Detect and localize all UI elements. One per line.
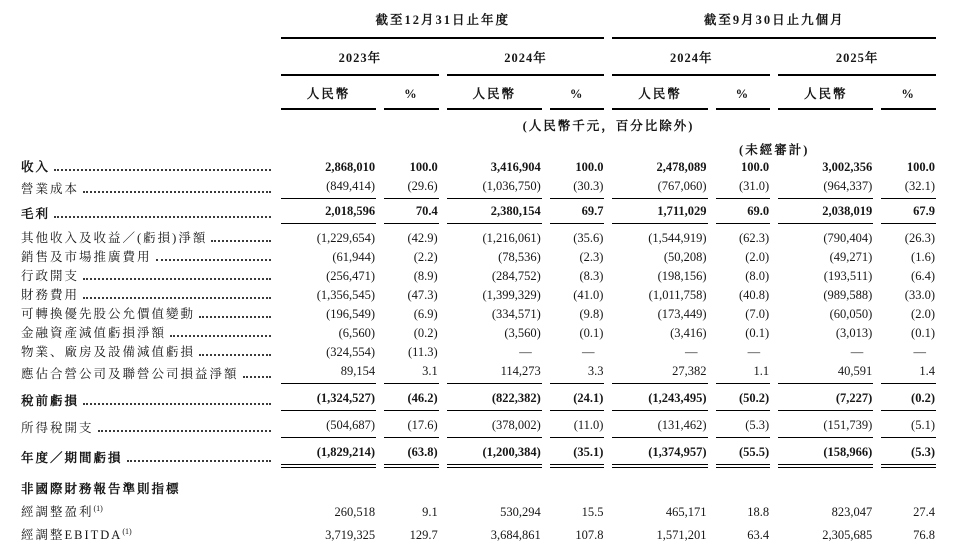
dot-leader xyxy=(170,335,271,337)
value-rmb: (767,060) xyxy=(612,177,707,199)
value-pct: — xyxy=(747,345,761,359)
year-2024-annual: 2024年 xyxy=(447,39,605,76)
financial-summary-table xyxy=(12,6,944,545)
row-label xyxy=(20,267,273,286)
value-rmb: 1,571,201 xyxy=(656,528,707,543)
value-pct: (42.9) xyxy=(407,231,438,245)
value-pct: (24.1) xyxy=(550,384,605,411)
year-header-row xyxy=(20,39,936,76)
value-pct: (32.1) xyxy=(881,177,936,199)
value-rmb: (61,944) xyxy=(332,250,376,264)
value-pct: 18.8 xyxy=(747,505,770,520)
value-pct: 129.7 xyxy=(409,528,438,543)
value-pct: (5.3) xyxy=(716,411,771,438)
value-pct: (6.4) xyxy=(911,269,935,283)
value-pct: (8.9) xyxy=(413,269,438,283)
value-pct: (2.0) xyxy=(745,250,770,264)
value-pct: — xyxy=(913,345,926,359)
header-spacer xyxy=(20,110,273,134)
dot-leader xyxy=(127,460,271,462)
value-pct: 100.0 xyxy=(409,160,438,174)
value-pct: (1.6) xyxy=(911,250,935,264)
value-rmb: 27,382 xyxy=(612,362,707,384)
percent-header: % xyxy=(550,76,605,110)
percent-header: % xyxy=(881,76,936,110)
currency-header: 人民幣 xyxy=(612,76,707,110)
value-pct: 3.3 xyxy=(550,362,605,384)
dot-leader xyxy=(54,216,271,218)
value-pct: (7.0) xyxy=(745,307,770,321)
value-rmb: (173,449) xyxy=(657,307,707,321)
empty-cell xyxy=(778,468,873,499)
row-label-text: 物業、廠房及設備減值虧損 xyxy=(21,345,196,359)
row-label-text: 所得稅開支 xyxy=(21,421,94,435)
row-label xyxy=(20,522,273,545)
value-rmb: (822,382) xyxy=(447,384,542,411)
value-pct: (0.2) xyxy=(881,384,936,411)
value-pct: (40.8) xyxy=(738,288,770,302)
value-rmb: (131,462) xyxy=(612,411,707,438)
unaudited-note: (未經審計) xyxy=(739,143,810,157)
value-pct: 69.7 xyxy=(550,199,605,224)
percent-header: % xyxy=(384,76,439,110)
row-label xyxy=(20,384,273,411)
value-rmb: (1,544,919) xyxy=(648,231,707,245)
row-label xyxy=(20,499,273,522)
header-spacer xyxy=(20,39,273,76)
table-row xyxy=(20,438,936,468)
column-header-row xyxy=(20,76,936,110)
percent-header: % xyxy=(716,76,771,110)
unaudited-note-row xyxy=(20,134,936,158)
value-rmb: (1,374,957) xyxy=(612,438,707,468)
financial-table-body xyxy=(20,158,936,545)
value-rmb: 2,478,089 xyxy=(656,160,707,174)
value-rmb: (1,399,329) xyxy=(482,288,541,302)
value-rmb: (49,271) xyxy=(829,250,873,264)
value-pct: 15.5 xyxy=(581,505,604,520)
value-pct: (9.8) xyxy=(579,307,604,321)
value-rmb: (334,571) xyxy=(491,307,541,321)
row-label-text: 應佔合營公司及聯營公司損益淨額 xyxy=(21,367,239,381)
value-pct: (35.6) xyxy=(573,231,604,245)
value-pct: (63.8) xyxy=(384,438,439,468)
value-rmb: 2,038,019 xyxy=(778,199,873,224)
header-spacer xyxy=(20,6,273,39)
row-label-text: 行政開支 xyxy=(21,269,80,283)
row-label xyxy=(20,224,273,248)
value-rmb: 3,416,904 xyxy=(490,160,541,174)
value-pct: 69.0 xyxy=(716,199,771,224)
value-pct: (5.1) xyxy=(881,411,936,438)
value-rmb: 89,154 xyxy=(281,362,376,384)
value-rmb: (3,416) xyxy=(670,326,707,340)
value-pct: (47.3) xyxy=(407,288,438,302)
table-row xyxy=(20,362,936,384)
empty-cell xyxy=(716,468,771,499)
value-rmb: (1,829,214) xyxy=(281,438,376,468)
value-rmb: 465,171 xyxy=(665,505,707,520)
value-rmb: (324,554) xyxy=(326,345,376,359)
value-pct: 100.0 xyxy=(741,160,770,174)
value-rmb: 2,305,685 xyxy=(822,528,873,543)
value-rmb: (3,013) xyxy=(835,326,873,340)
dot-leader xyxy=(98,430,271,432)
row-label-text: 金融資產減值虧損淨額 xyxy=(21,326,167,340)
table-row xyxy=(20,411,936,438)
value-pct: (35.1) xyxy=(550,438,605,468)
row-label-text: 可轉換優先股公允價值變動 xyxy=(21,307,196,321)
row-label xyxy=(20,199,273,224)
value-pct: — xyxy=(581,345,595,359)
year-2025-nine-months: 2025年 xyxy=(778,39,936,76)
value-rmb: (50,208) xyxy=(663,250,707,264)
row-label xyxy=(20,362,273,384)
value-rmb: (198,156) xyxy=(657,269,707,283)
row-label xyxy=(20,324,273,343)
value-pct: 27.4 xyxy=(913,505,935,520)
table-row xyxy=(20,343,936,362)
value-pct: (26.3) xyxy=(904,231,935,245)
value-rmb: (1,200,384) xyxy=(447,438,542,468)
table-row xyxy=(20,248,936,267)
table-row xyxy=(20,384,936,411)
table-row xyxy=(20,324,936,343)
table-row xyxy=(20,224,936,248)
value-pct: 9.1 xyxy=(422,505,438,520)
value-rmb: (1,011,758) xyxy=(648,288,707,302)
value-rmb: (1,216,061) xyxy=(482,231,541,245)
empty-cell xyxy=(384,468,439,499)
value-pct: (2.3) xyxy=(579,250,604,264)
value-pct: (0.1) xyxy=(745,326,770,340)
value-pct: (11.0) xyxy=(550,411,605,438)
value-pct: (8.0) xyxy=(745,269,770,283)
value-rmb: (3,560) xyxy=(504,326,541,340)
row-label-text: 收入 xyxy=(21,160,51,174)
value-rmb: (504,687) xyxy=(281,411,376,438)
row-label xyxy=(20,248,273,267)
value-rmb: (790,404) xyxy=(823,231,873,245)
empty-cell xyxy=(550,468,605,499)
value-rmb: 40,591 xyxy=(778,362,873,384)
dot-leader xyxy=(156,259,271,261)
value-rmb: 2,868,010 xyxy=(325,160,376,174)
value-rmb: — xyxy=(685,345,698,359)
value-rmb: (6,560) xyxy=(338,326,376,340)
value-rmb: 260,518 xyxy=(334,505,376,520)
value-pct: 70.4 xyxy=(384,199,439,224)
value-rmb: (1,356,545) xyxy=(316,288,376,302)
currency-header: 人民幣 xyxy=(281,76,376,110)
value-pct: (46.2) xyxy=(384,384,439,411)
value-pct: (5.3) xyxy=(881,438,936,468)
dot-leader xyxy=(243,376,271,378)
empty-cell xyxy=(281,468,376,499)
row-label xyxy=(20,411,273,438)
table-row xyxy=(20,177,936,199)
value-rmb: 3,719,325 xyxy=(325,528,376,543)
row-label-text: 財務費用 xyxy=(21,288,80,302)
value-rmb: (964,337) xyxy=(778,177,873,199)
value-pct: (0.2) xyxy=(413,326,438,340)
value-rmb: (7,227) xyxy=(778,384,873,411)
value-pct: (62.3) xyxy=(738,231,770,245)
empty-cell xyxy=(612,468,707,499)
row-label xyxy=(20,343,273,362)
section-header-row xyxy=(20,468,936,499)
row-label xyxy=(20,177,273,199)
value-rmb: (196,549) xyxy=(326,307,376,321)
value-rmb: (1,036,750) xyxy=(447,177,542,199)
value-rmb: (151,739) xyxy=(778,411,873,438)
dot-leader xyxy=(83,191,271,193)
value-pct: 76.8 xyxy=(913,528,935,543)
row-label-text: 經調整盈利$^{(1)}$ xyxy=(21,504,103,520)
value-pct: (55.5) xyxy=(716,438,771,468)
value-pct: 107.8 xyxy=(575,528,604,543)
period-group-nine-months: 截至9月30日止九個月 xyxy=(612,6,936,39)
period-group-annual: 截至12月31日止年度 xyxy=(281,6,604,39)
value-rmb: (78,536) xyxy=(498,250,541,264)
row-label-text: 銷售及市場推廣費用 xyxy=(21,250,152,264)
value-pct: (31.0) xyxy=(716,177,771,199)
value-rmb: (849,414) xyxy=(281,177,376,199)
empty-cell xyxy=(447,468,542,499)
value-pct: 100.0 xyxy=(575,160,604,174)
value-pct: (2.2) xyxy=(413,250,438,264)
dot-leader xyxy=(54,169,271,171)
value-rmb: (193,511) xyxy=(823,269,873,283)
dot-leader xyxy=(199,316,271,318)
dot-leader xyxy=(83,403,271,405)
period-group-row xyxy=(20,6,936,39)
row-label xyxy=(20,438,273,468)
year-2024-nine-months: 2024年 xyxy=(612,39,770,76)
year-2023-annual: 2023年 xyxy=(281,39,439,76)
value-pct: 100.0 xyxy=(906,160,935,174)
unit-note: (人民幣千元，百分比除外) xyxy=(522,119,695,133)
header-spacer xyxy=(20,134,604,158)
value-pct: (2.0) xyxy=(911,307,935,321)
value-rmb: — xyxy=(519,345,532,359)
value-pct: (50.2) xyxy=(716,384,771,411)
footnote-ref: (1) xyxy=(122,527,132,537)
value-pct: (17.6) xyxy=(384,411,439,438)
dot-leader xyxy=(83,297,271,299)
row-label-text: 非國際財務報告準則指標 xyxy=(21,482,181,496)
row-label-text: 毛利 xyxy=(21,207,51,221)
value-rmb: 1,711,029 xyxy=(612,199,707,224)
value-pct: (30.3) xyxy=(550,177,605,199)
value-pct: (33.0) xyxy=(904,288,935,302)
table-row xyxy=(20,522,936,545)
dot-leader xyxy=(83,278,271,280)
value-rmb: (378,002) xyxy=(447,411,542,438)
value-rmb: (158,966) xyxy=(778,438,873,468)
table-row xyxy=(20,267,936,286)
table-row xyxy=(20,499,936,522)
row-label-text: 稅前虧損 xyxy=(21,394,80,408)
row-label xyxy=(20,468,273,499)
header-spacer xyxy=(20,76,273,110)
value-pct: (29.6) xyxy=(384,177,439,199)
row-label-text: 年度／期間虧損 xyxy=(21,451,123,465)
value-rmb: 2,380,154 xyxy=(447,199,542,224)
table-row xyxy=(20,199,936,224)
value-rmb: (256,471) xyxy=(326,269,376,283)
currency-header: 人民幣 xyxy=(778,76,873,110)
value-rmb: 3,684,861 xyxy=(490,528,541,543)
value-pct: (0.1) xyxy=(579,326,604,340)
value-rmb: 114,273 xyxy=(447,362,542,384)
value-rmb: 530,294 xyxy=(500,505,541,520)
table-row xyxy=(20,286,936,305)
value-rmb: (1,324,527) xyxy=(281,384,376,411)
value-pct: 67.9 xyxy=(881,199,936,224)
value-rmb: 3,002,356 xyxy=(822,160,873,174)
value-pct: (11.3) xyxy=(407,345,438,359)
value-rmb: (284,752) xyxy=(491,269,541,283)
value-pct: (8.3) xyxy=(579,269,604,283)
value-pct: (6.9) xyxy=(413,307,438,321)
value-pct: 63.4 xyxy=(747,528,770,543)
table-row xyxy=(20,305,936,324)
value-rmb: 823,047 xyxy=(831,505,873,520)
dot-leader xyxy=(199,354,271,356)
value-rmb: (989,588) xyxy=(823,288,873,302)
value-pct: 1.4 xyxy=(881,362,936,384)
row-label xyxy=(20,305,273,324)
table-row xyxy=(20,158,936,177)
value-rmb: (1,229,654) xyxy=(316,231,376,245)
value-pct: 1.1 xyxy=(716,362,771,384)
row-label-text: 經調整EBITDA$^{(1)}$ xyxy=(21,527,132,543)
row-label-text: 其他收入及收益／(虧損)淨額 xyxy=(21,231,208,245)
dot-leader xyxy=(211,240,271,242)
empty-cell xyxy=(881,468,936,499)
row-label xyxy=(20,158,273,177)
unit-note-row xyxy=(20,110,936,134)
value-pct: 3.1 xyxy=(384,362,439,384)
value-rmb: (1,243,495) xyxy=(612,384,707,411)
value-rmb: 2,018,596 xyxy=(281,199,376,224)
value-rmb: — xyxy=(850,345,864,359)
currency-header: 人民幣 xyxy=(447,76,542,110)
value-rmb: (60,050) xyxy=(829,307,873,321)
row-label xyxy=(20,286,273,305)
row-label-text: 營業成本 xyxy=(21,182,80,196)
value-pct: (41.0) xyxy=(573,288,604,302)
footnote-ref: (1) xyxy=(93,504,103,513)
value-pct: (0.1) xyxy=(911,326,935,340)
